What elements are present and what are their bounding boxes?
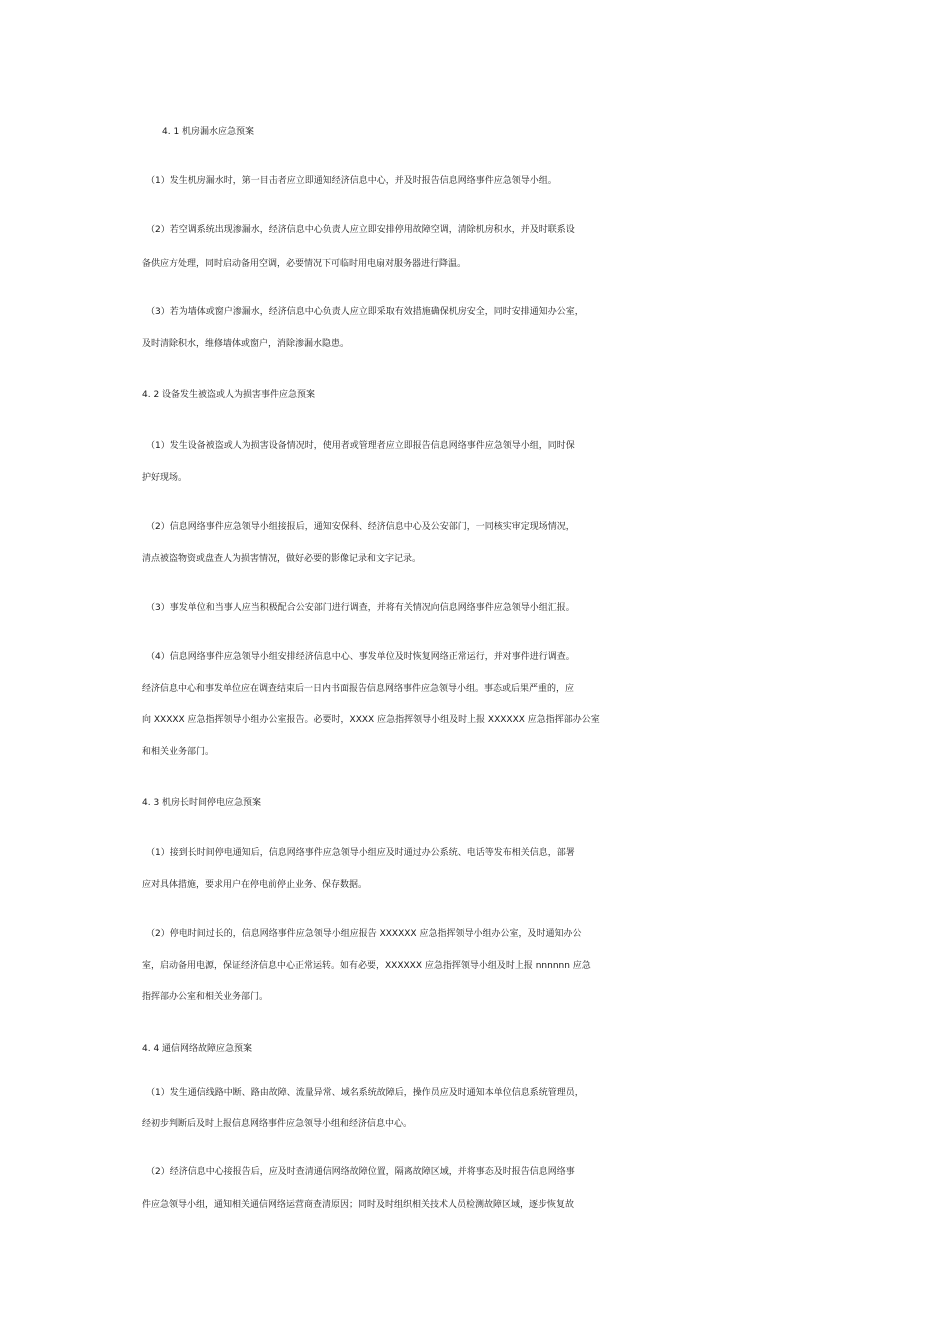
paragraph-line: （3）事发单位和当事人应当积极配合公安部门进行调查，并将有关情况向信息网络事件应急领导小组汇报。	[146, 603, 575, 613]
paragraph-line: 应对具体措施，要求用户在停电前停止业务、保存数据。	[142, 880, 368, 890]
section-heading-4-1: 4. 1 机房漏水应急预案	[162, 127, 255, 137]
paragraph-line: 件应急领导小组，通知相关通信网络运营商查清原因；同时及时组织相关技术人员检测故障区域，逐步恢复故	[142, 1200, 575, 1210]
paragraph-line: （2）若空调系统出现渗漏水，经济信息中心负责人应立即安排停用故障空调，清除机房积水，并及时联系设	[146, 225, 575, 235]
section-heading-4-3: 4. 3 机房长时间停电应急预案	[142, 798, 262, 808]
paragraph-line: （2）信息网络事件应急领导小组接报后，通知安保科、经济信息中心及公安部门，一同核实审定现场情况，	[146, 522, 575, 532]
paragraph-line: （4）信息网络事件应急领导小组安排经济信息中心、事发单位及时恢复网络正常运行，并对事件进行调查。	[146, 652, 575, 662]
paragraph-line: 备供应方处理，同时启动备用空调，必要情况下可临时用电扇对服务器进行降温。	[142, 259, 467, 269]
paragraph-line: 清点被盗物资或盘查人为损害情况，做好必要的影像记录和文字记录。	[142, 554, 422, 564]
paragraph-line: （1）发生设备被盗或人为损害设备情况时，使用者或管理者应立即报告信息网络事件应急领导小组，同时保	[146, 441, 575, 451]
section-heading-4-2: 4. 2 设备发生被盗或人为损害事件应急预案	[142, 390, 316, 400]
paragraph-line: 及时清除积水，维修墙体或窗户，消除渗漏水隐患。	[142, 339, 350, 349]
paragraph-line: 指挥部办公室和相关业务部门。	[142, 992, 269, 1002]
paragraph-line: 经济信息中心和事发单位应在调查结束后一日内书面报告信息网络事件应急领导小组。事态或后果严重的，应	[142, 684, 575, 694]
section-heading-4-4: 4. 4 通信网络故障应急预案	[142, 1044, 253, 1054]
paragraph-line: （1）接到长时间停电通知后，信息网络事件应急领导小组应及时通过办公系统、电话等发布相关信息，部署	[146, 848, 575, 858]
paragraph-line: （2）停电时间过长的，信息网络事件应急领导小组应报告 XXXXXX 应急指挥领导小组办公室，及时通知办公	[146, 929, 582, 939]
paragraph-line: 向 XXXXX 应急指挥领导小组办公室报告。必要时，XXXX 应急指挥领导小组及时上报 XXXXXX 应急指挥部办公室	[142, 715, 600, 725]
paragraph-line: 护好现场。	[142, 473, 188, 483]
paragraph-line: （2）经济信息中心接报告后，应及时查清通信网络故障位置，隔离故障区域，并将事态及时报告信息网络事	[146, 1167, 575, 1177]
paragraph-line: 室，启动备用电源，保证经济信息中心正常运转。如有必要，XXXXXX 应急指挥领导小组及时上报 nnnnnn 应急	[142, 961, 591, 971]
paragraph-line: （1）发生机房漏水时，第一目击者应立即通知经济信息中心，并及时报告信息网络事件应急领导小组。	[146, 176, 557, 186]
paragraph-line: 经初步判断后及时上报信息网络事件应急领导小组和经济信息中心。	[142, 1119, 413, 1129]
paragraph-line: （1）发生通信线路中断、路由故障、流量异常、域名系统故障后，操作员应及时通知本单位信息系统管理员，	[146, 1088, 584, 1098]
paragraph-line: 和相关业务部门。	[142, 747, 215, 757]
paragraph-line: （3）若为墙体或窗户渗漏水，经济信息中心负责人应立即采取有效措施确保机房安全，同时安排通知办公室，	[146, 307, 584, 317]
